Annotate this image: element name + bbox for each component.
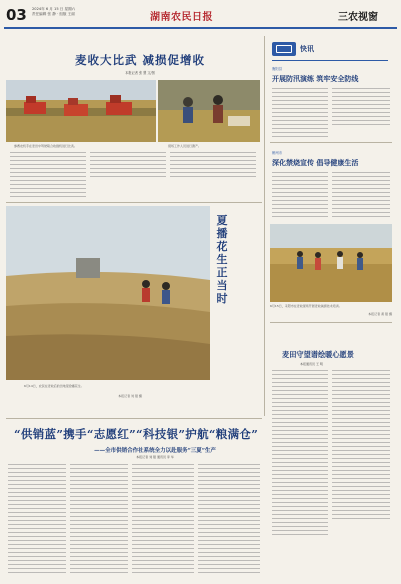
harvest-field-image — [6, 80, 156, 142]
feature-credit: 本报记者 刘 强 摄 — [118, 394, 142, 398]
item1-body-left — [272, 88, 328, 140]
main-headline: 麦收大比武 减损促增收 — [74, 53, 205, 67]
wheat-photo-caption: 6月15日，耒阳市在麦收现场开展麦收减损技术培训。 — [270, 304, 342, 308]
item1-kicker: 衡阳县 — [272, 67, 283, 71]
news-flash-badge-accent — [276, 45, 292, 53]
harvest-photo-left — [6, 80, 156, 142]
item3-body-left — [272, 370, 328, 536]
item2-body-right — [332, 172, 390, 218]
main-body-col1 — [10, 152, 86, 200]
peanut-field-image — [6, 206, 210, 380]
bottom-subheadline: ——全市供销合作社系统全力以赴服务“三夏”生产 — [94, 448, 216, 454]
feature-top-rule — [6, 202, 262, 203]
measurement-photo-image — [158, 80, 260, 142]
news-flash-header — [270, 40, 390, 62]
harvest-photo-right — [158, 80, 260, 142]
section-title: 三农视窗 — [338, 12, 378, 23]
item1-body-right — [332, 88, 390, 128]
bottom-byline: 本报记者 刘 强 通讯员 李 华 — [136, 455, 174, 459]
main-body-col3 — [170, 152, 256, 180]
page-number: 03 — [6, 6, 27, 24]
feature-vertical-title: 夏 播 花 生 正 当 时 — [216, 214, 228, 305]
page-header — [0, 0, 401, 32]
item-divider-1 — [270, 142, 392, 143]
item3-headline: 麦田守望谱绘暖心愿景 — [282, 350, 354, 359]
header-editor: 责任编辑 张 静 · 组版 王丽 — [32, 12, 75, 16]
item1-headline: 开展防汛演练 筑牢安全防线 — [272, 74, 359, 83]
bottom-body-col1 — [8, 464, 66, 576]
item3-body-right — [332, 370, 390, 520]
bottom-body-col4 — [198, 464, 260, 576]
bottom-headline: “供销蓝”携手“志愿红”“科技银”护航“粮满仓” — [14, 427, 259, 441]
feature-caption: 6月14日，农民在麦收后的田地里抢播花生。 — [24, 384, 84, 388]
newspaper-logo: 湖南农民日报 — [150, 12, 213, 23]
news-flash-rule — [272, 60, 388, 61]
peanut-sowing-photo — [6, 206, 210, 380]
news-flash-title: 快讯 — [300, 44, 314, 53]
header-meta — [32, 7, 75, 17]
wheat-photo-credit: 本报记者 黄 强 摄 — [368, 312, 392, 316]
main-body-col2 — [90, 152, 166, 180]
item2-body-left — [272, 172, 328, 218]
wheat-field-photo — [270, 224, 392, 302]
main-photo-caption-left: 参赛农机手在麦田中驾驶联合收割机进行比武。 — [14, 144, 78, 148]
item2-kicker: 郴州市 — [272, 151, 283, 155]
item-divider-2 — [270, 322, 392, 323]
main-photo-caption-right: 现场工作人员进行测产。 — [168, 144, 202, 148]
bottom-body-col2 — [70, 464, 128, 576]
bottom-body-col3 — [132, 464, 194, 576]
header-rule — [4, 27, 397, 29]
item3-byline: 本报通讯员 王 明 — [300, 362, 323, 366]
feature-bottom-rule — [6, 418, 262, 419]
item2-headline: 深化禁烧宣传 倡导健康生活 — [272, 158, 359, 167]
header-date: 2024年 6 月 15 日 星期六 — [32, 7, 76, 11]
main-byline: 本报记者 张 慧 文/图 — [125, 71, 155, 75]
column-divider — [264, 36, 265, 416]
wheat-field-image — [270, 224, 392, 302]
